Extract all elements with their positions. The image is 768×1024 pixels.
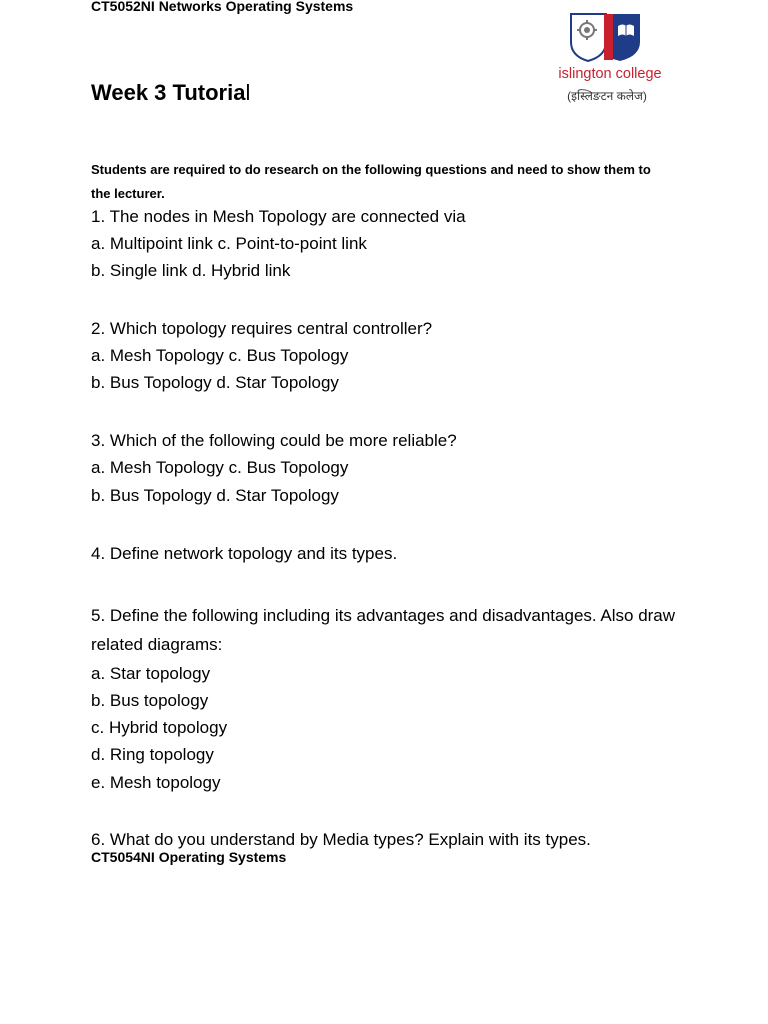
- list-item: a. Star topology: [91, 664, 211, 683]
- college-name: [540, 66, 680, 82]
- question-1: 1. The nodes in Mesh Topology are connected via: [91, 207, 466, 226]
- college-subtitle: (इस्लिङटन कलेज): [567, 89, 647, 103]
- instructions-line-1: Students are required to do research on the following questions and need to show them to: [91, 162, 651, 177]
- question-2: 2. Which topology requires central controller?: [91, 319, 433, 338]
- instructions-line-2: the lecturer.: [91, 186, 165, 201]
- question-1-options-bd: b. Single link d. Hybrid link: [91, 261, 291, 280]
- college-name-rest: slington college: [561, 66, 662, 82]
- list-item: d. Ring topology: [91, 745, 214, 764]
- list-item: b. Bus topology: [91, 691, 209, 710]
- question-5-line-1: 5. Define the following including its advantages and disadvantages. Also draw: [91, 606, 676, 625]
- course-header: CT5052NI Networks Operating Systems: [91, 0, 354, 14]
- question-6: 6. What do you understand by Media types? Explain with its types.: [91, 830, 591, 849]
- page-title: [91, 80, 250, 106]
- list-item: e. Mesh topology: [91, 773, 221, 792]
- question-3-options-ac: a. Mesh Topology c. Bus Topology: [91, 458, 349, 477]
- question-1-options-ac: a. Multipoint link c. Point-to-point link: [91, 234, 367, 253]
- college-crest-icon: [540, 12, 680, 62]
- list-item: c. Hybrid topology: [91, 718, 228, 737]
- page-title-tail: l: [245, 80, 251, 105]
- question-2-options-ac: a. Mesh Topology c. Bus Topology: [91, 346, 349, 365]
- page-title-main: Week 3 Tutoria: [91, 80, 246, 105]
- footer-course-header: CT5054NI Operating Systems: [91, 849, 287, 865]
- college-name-i: i: [558, 66, 562, 82]
- question-5-line-2: related diagrams:: [91, 635, 223, 654]
- college-logo: [540, 12, 680, 108]
- question-2-options-bd: b. Bus Topology d. Star Topology: [91, 373, 339, 392]
- question-3: 3. Which of the following could be more reliable?: [91, 431, 457, 450]
- question-4: 4. Define network topology and its types.: [91, 544, 398, 563]
- question-3-options-bd: b. Bus Topology d. Star Topology: [91, 486, 339, 505]
